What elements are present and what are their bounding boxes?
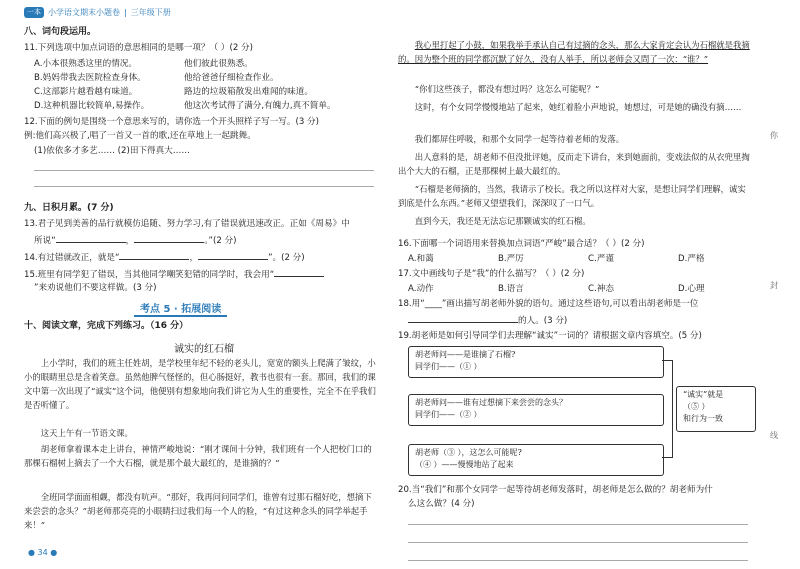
answer-line[interactable]	[34, 186, 374, 187]
q14	[24, 250, 305, 264]
q13-suffix: 。”(2 分)	[204, 236, 237, 246]
article-paragraph: 上小学时，我们的班主任姓胡，是学校里年纪不轻的老头儿，宽宽的额头上爬满了皱纹，小小的眼睛里总是含着笑意。虽然他脾气怪怪的，但心肠挺好，教书也很有一套。那回，我们的课文中第一次出现了“诚实”这个词，他便别有想象地向我们讲它为人生的重要性，完全不在乎我们是否听懂了。	[24, 358, 376, 410]
topic-banner: 考点 5 · 拓展阅读	[134, 300, 227, 315]
q11-opt-b-right: 他给爸爸仔细检查作业。	[184, 73, 279, 83]
q11-opt-a-right: 他们彼此很熟悉。	[184, 59, 253, 69]
margin-label: 你	[770, 131, 778, 140]
q17-stem: 17.文中画线句子是“我”的什么描写？（ ）(2 分)	[398, 269, 585, 279]
q15	[24, 267, 324, 281]
q16-stem: 16.下面哪一个词语用来替换加点词语“严峻”最合适？（ ）(2 分)	[398, 239, 645, 249]
left-column	[24, 0, 380, 569]
q13-blank-2[interactable]	[134, 233, 204, 243]
margin-label: 封	[770, 281, 778, 290]
q19-box-2: 胡老师问——谁有过想摘下来尝尝的念头？ 同学们——（② ）	[408, 394, 664, 426]
article-paragraph: “石榴是老师摘的，当然，我请示了校长。我之所以这样对大家，是想让同学们理解，诚实到底是什么东西。”老师又望望我们，深深叹了一口气。	[398, 184, 746, 208]
grade-label: 三年级下册	[130, 7, 171, 17]
q11-stem: 11.下列选项中加点词语的意思相同的是哪一项？（ ）(2 分)	[24, 43, 253, 53]
article-paragraph: 胡老师拿着课本走上讲台，神情严峻地说：“刚才课间十分钟，我们班有一个人把校门口的那棵石榴树上摘去了一个大石榴，就是那个最大最红的，是谁摘的？”	[24, 444, 372, 468]
q13-stem: 13.君子见到美善的品行就模仿追随、努力学习,有了错误就迅速改正。正如《周易》中	[24, 219, 350, 229]
q15-blank[interactable]	[274, 267, 324, 277]
article-paragraph: 这时，有个女同学慢慢地站了起来，她红着脸小声地说，她想过，可是她的确没有摘……	[414, 102, 742, 112]
article-paragraph: 这天上午有一节语文课。	[40, 428, 133, 438]
section-8-title: 八、词句段运用。	[24, 27, 97, 37]
q14-sep: ，	[189, 253, 199, 263]
answer-line[interactable]	[408, 524, 748, 525]
q11-opt-d-left: D.这种机器比较简单,易操作。	[34, 101, 150, 111]
q11-opt-c-right: 路边的垃圾箱散发出难闻的味道。	[184, 87, 313, 97]
q15-suffix: ”来劝说他们不要这样做。(3 分)	[34, 283, 157, 293]
q12-example: 例:他们高兴极了,唱了一首又一首的歌,还在草地上一起跳舞。	[24, 131, 256, 141]
q19-box-1: 胡老师问——是谁摘了石榴? 同学们——（① ）	[408, 346, 664, 378]
q15-prefix: 15.班里有同学犯了错误，当其他同学嘲笑犯错的同学时，我会用“	[24, 270, 275, 280]
q19-stem: 19.胡老师是如何引导同学们去理解“诚实”一词的？请根据文章内容填空。(5 分)	[398, 331, 702, 341]
q17-opt-a[interactable]: A.动作	[408, 284, 434, 294]
q19-box-3: 胡老师（③ ），这怎么可能呢? （④ ）——慢慢地站了起来	[408, 444, 664, 476]
q13-blank-1[interactable]	[56, 233, 126, 243]
bracket	[662, 360, 673, 458]
q14-blank-2[interactable]	[198, 250, 268, 260]
book-title: 小学语文期末小题卷	[48, 7, 120, 17]
q16-opt-a[interactable]: A.和蔼	[408, 254, 434, 264]
q17-opt-c[interactable]: C.神态	[588, 284, 614, 294]
article-paragraph: 直到今天，我还是无法忘记那颗诚实的红石榴。	[414, 216, 591, 226]
article-paragraph: 全班同学面面相觑，都没有吭声。“那好，我再问问同学们，谁曾有过那石榴好吃，想摘下来尝尝的念头？”胡老师那亮亮的小眼睛扫过我们每一个人的脸，“有过这种念头的同学举起手来！”	[24, 492, 372, 530]
q16-opt-b[interactable]: B.严厉	[498, 254, 524, 264]
q20-stem-2: 么这么做？(4 分)	[408, 499, 475, 509]
q11-opt-b-left: B.妈妈带我去医院检查身体。	[34, 73, 146, 83]
q18-fill: 的人。(3 分)	[408, 313, 567, 327]
section-10-title: 十、阅读文章，完成下列练习。（16 分）	[24, 321, 189, 331]
page-number: ● 34 ●	[28, 548, 58, 557]
q11-opt-a-left: A.小本很熟悉这里的情况。	[34, 59, 137, 69]
q14-prefix: 14.有过错就改正，就是“	[24, 253, 120, 263]
q11-opt-c-left: C.这部影片越看越有味道。	[34, 87, 138, 97]
article-title: 诚实的红石榴	[174, 344, 234, 355]
article-paragraph: 出人意料的是，胡老师不但没批评她，反而走下讲台，来到她面前，变戏法似的从衣兜里掏出个大大的石榴，正是那棵树上最大最红的。	[398, 152, 750, 176]
q18-blank[interactable]	[408, 313, 518, 323]
q12-choices: (1)依依多才多艺…… (2)田下得真大……	[34, 146, 190, 156]
q16-opt-d[interactable]: D.严格	[678, 254, 705, 264]
right-column	[398, 0, 756, 569]
q17-opt-d[interactable]: D.心理	[678, 284, 705, 294]
q13-prefix: 所说“	[34, 236, 56, 246]
answer-line[interactable]	[408, 560, 748, 561]
article-paragraph: “你们这些孩子，都没有想过吗？这怎么可能呢？”	[414, 84, 600, 94]
section-9-title: 九、日积月累。(7 分)	[24, 203, 114, 213]
q17-opt-b[interactable]: B.语言	[498, 284, 524, 294]
q13-sep: ，	[125, 236, 135, 246]
q18-stem: 18.用“____”画出描写胡老师外貌的语句。通过这些语句,可以看出胡老师是一位	[398, 299, 699, 309]
q14-blank-1[interactable]	[119, 250, 189, 260]
q20-stem: 20.当“我们”和那个女同学一起等待胡老师发落时，胡老师是怎么做的？胡老师为什	[398, 485, 713, 495]
q16-opt-c[interactable]: C.严谨	[588, 254, 614, 264]
q14-suffix: ”。(2 分)	[268, 253, 305, 263]
margin-label: 线	[770, 431, 778, 440]
logo: 一本	[24, 7, 44, 18]
article-paragraph: 我心里打起了小鼓，如果我举手承认自己有过摘的念头，那么大家肯定会认为石榴就是我摘的。因为整个班的同学都沉默了好久，没有人举手，所以老师会又問了一次：“谁？”	[398, 40, 750, 64]
answer-line[interactable]	[34, 170, 374, 171]
q13-fill	[34, 233, 237, 247]
divider: |	[124, 7, 127, 17]
q11-opt-d-right: 他这次考试得了满分,有魄力,真不简单。	[184, 101, 336, 111]
article-paragraph: 我们都屏住呼吸，和那个女同学一起等待着老师的发落。	[414, 134, 625, 144]
q12-stem: 12.下面的例句是围绕一个意思来写的，请你选一个开头照样子写一写。(3 分)	[24, 117, 319, 127]
q19-box-4: “诚实”就是 （⑤ ） 和行为一致	[676, 386, 756, 432]
answer-line[interactable]	[408, 542, 748, 543]
page-header	[24, 4, 171, 20]
